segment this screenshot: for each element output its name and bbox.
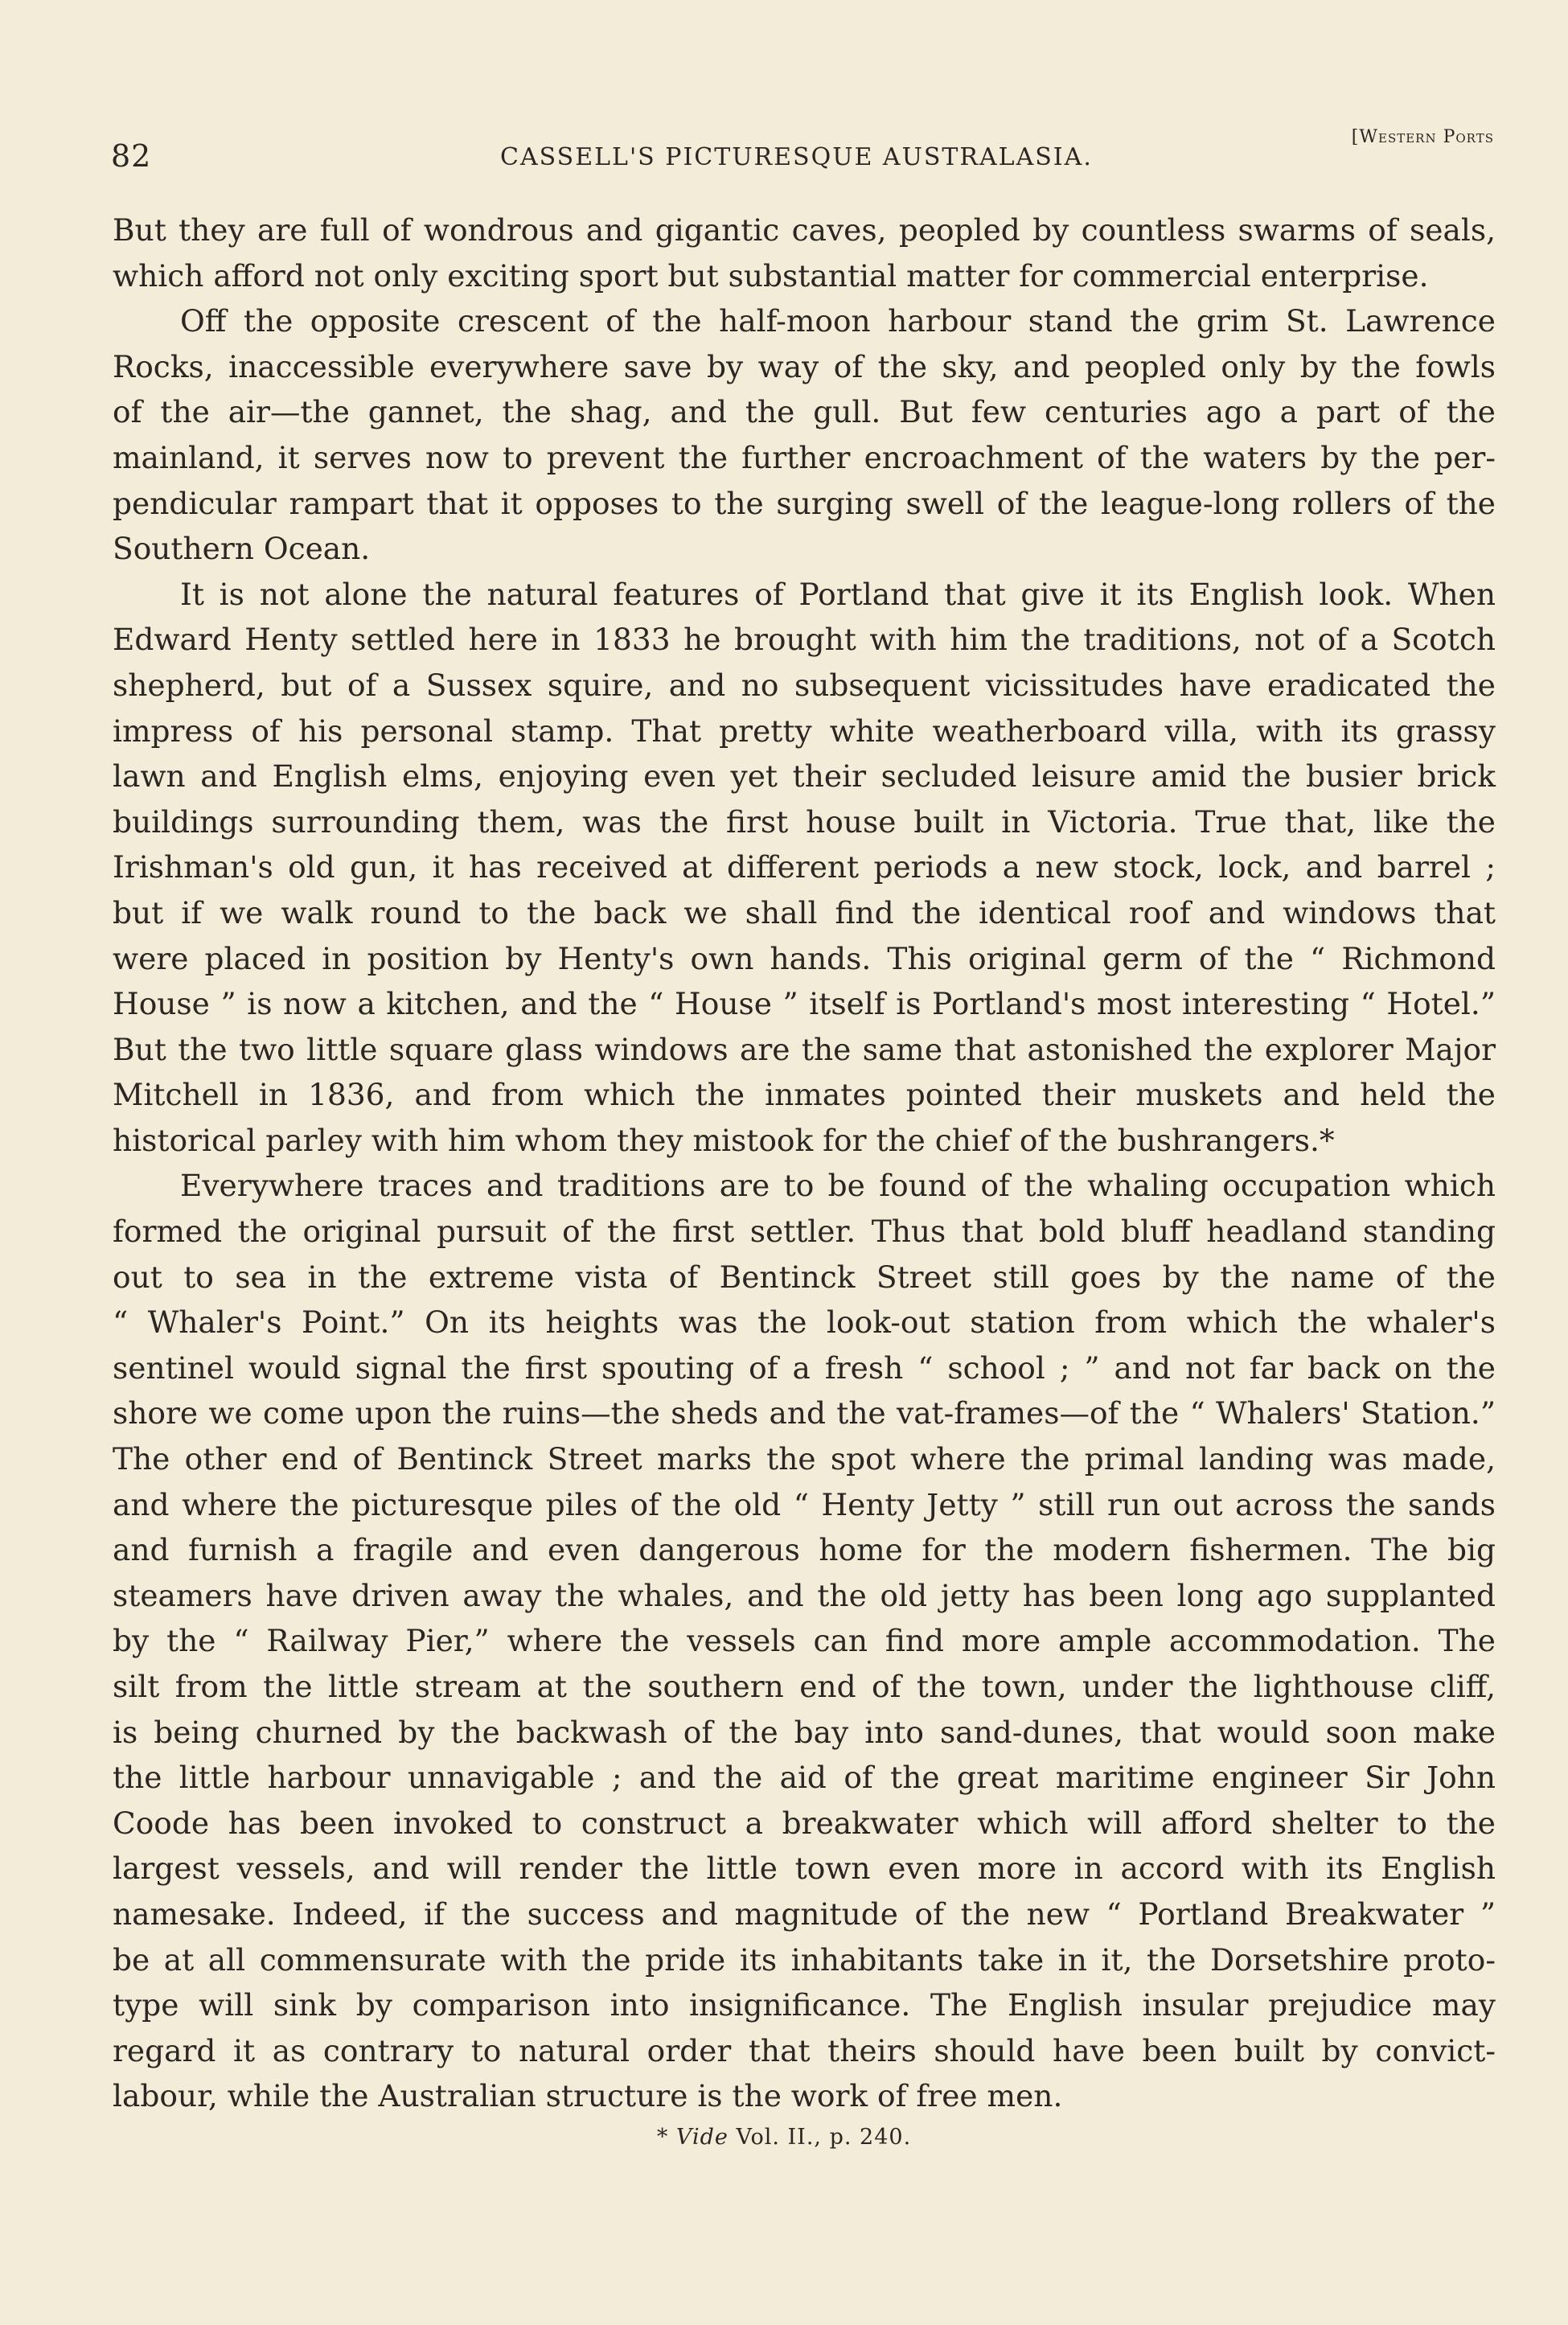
text-line: shepherd, but of a Sussex squire, and no subsequent vicissitudes have eradicated the bbox=[113, 667, 1496, 703]
text-line: sentinel would signal the first spouting of a fresh “ school ; ” and not far back on the bbox=[113, 1349, 1496, 1386]
text-line: The other end of Bentinck Street marks the spot where the primal landing was made, bbox=[113, 1441, 1496, 1477]
text-line: formed the original pursuit of the first settler. Thus that bold bluff headland standing bbox=[113, 1214, 1496, 1250]
footnote bbox=[0, 2125, 1568, 2150]
text-line: Rocks, inaccessible everywhere save by way of the sky, and peopled only by the fowls bbox=[113, 348, 1496, 384]
paragraph bbox=[113, 572, 1496, 1164]
text-line: largest vessels, and will render the little town even more in accord with its English bbox=[113, 1851, 1496, 1887]
text-line: Southern Ocean. bbox=[113, 531, 371, 567]
text-line: buildings surrounding them, was the first house built in Victoria. True that, like the bbox=[113, 803, 1496, 840]
text-line: labour, while the Australian structure is the work of free men. bbox=[113, 2078, 1063, 2114]
text-line: out to sea in the extreme vista of Bentinck Street still goes by the name of the bbox=[113, 1259, 1496, 1295]
text-line: and furnish a fragile and even dangerous home for the modern fishermen. The big bbox=[113, 1532, 1496, 1568]
running-head bbox=[111, 127, 1494, 175]
running-title: CASSELL'S PICTURESQUE AUSTRALASIA. bbox=[500, 143, 1093, 171]
text-line: But the two little square glass windows are the same that astonished the explorer Major bbox=[113, 1031, 1496, 1067]
text-line: impress of his personal stamp. That pretty white weatherboard villa, with its grassy bbox=[113, 713, 1496, 749]
text-line: It is not alone the natural features of Portland that give it its English look. When bbox=[180, 576, 1496, 612]
text-line: but if we walk round to the back we shall find the identical roof and windows that bbox=[113, 894, 1496, 930]
text-line: silt from the little stream at the southern end of the town, under the lighthouse cliff, bbox=[113, 1669, 1496, 1704]
text-line: “ Whaler's Point.” On its heights was the look-out station from which the whaler's bbox=[113, 1304, 1496, 1341]
text-line: be at all commensurate with the pride its inhabitants take in it, the Dorsetshire proto- bbox=[113, 1941, 1496, 1978]
text-line: Off the opposite crescent of the half-moon harbour stand the grim St. Lawrence bbox=[180, 303, 1496, 339]
paragraph bbox=[113, 298, 1496, 572]
text-line: Irishman's old gun, it has received at different periods a new stock, lock, and barrel ; bbox=[113, 849, 1496, 885]
text-line: which afford not only exciting sport but substantial matter for commercial enterprise. bbox=[113, 257, 1429, 294]
text-line: Coode has been invoked to construct a breakwater which will afford shelter to the bbox=[113, 1805, 1496, 1841]
text-line: But they are full of wondrous and gigantic caves, peopled by countless swarms of seals, bbox=[113, 212, 1496, 248]
section-tag: [Western Ports bbox=[1351, 127, 1494, 147]
text-line: steamers have driven away the whales, and the old jetty has been long ago supplanted bbox=[113, 1577, 1496, 1613]
text-line: Everywhere traces and traditions are to be found of the whaling occupation which bbox=[180, 1168, 1496, 1204]
text-line: pendicular rampart that it opposes to the surging swell of the league-long rollers of the bbox=[113, 485, 1496, 521]
footnote-marker: * bbox=[656, 2125, 669, 2150]
text-line: Mitchell in 1836, and from which the inmates pointed their muskets and held the bbox=[113, 1077, 1496, 1113]
paragraph bbox=[113, 1163, 1496, 2118]
text-line: regard it as contrary to natural order that theirs should have been built by convict- bbox=[113, 2032, 1496, 2068]
paragraph bbox=[113, 207, 1496, 298]
text-line: type will sink by comparison into insignificance. The English insular prejudice may bbox=[113, 1987, 1496, 2023]
text-line: is being churned by the backwash of the bay into sand-dunes, that would soon make bbox=[113, 1714, 1496, 1750]
text-line: lawn and English elms, enjoying even yet their secluded leisure amid the busier brick bbox=[113, 758, 1496, 795]
body-text bbox=[113, 207, 1496, 2119]
text-line: shore we come upon the ruins—the sheds and the vat-frames—of the “ Whalers' Station.” bbox=[113, 1395, 1496, 1432]
text-line: and where the picturesque piles of the old “ Henty Jetty ” still run out across the sands bbox=[113, 1486, 1496, 1522]
text-line: namesake. Indeed, if the success and magnitude of the new “ Portland Breakwater ” bbox=[113, 1896, 1496, 1932]
text-line: of the air—the gannet, the shag, and the gull. But few centuries ago a part of the bbox=[113, 394, 1496, 430]
text-line: by the “ Railway Pier,” where the vessels can find more ample accommodation. The bbox=[113, 1623, 1496, 1659]
text-line: were placed in position by Henty's own hands. This original germ of the “ Richmond bbox=[113, 940, 1496, 976]
text-line: Edward Henty settled here in 1833 he brought with him the traditions, not of a Scotch bbox=[113, 622, 1496, 658]
text-line: mainland, it serves now to prevent the further encroachment of the waters by the per- bbox=[113, 439, 1496, 475]
text-line: the little harbour unnavigable ; and the aid of the great maritime engineer Sir John bbox=[113, 1760, 1496, 1796]
text-line: historical parley with him whom they mistook for the chief of the bushrangers.* bbox=[113, 1122, 1335, 1158]
footnote-reference: Vol. II., p. 240. bbox=[736, 2125, 912, 2150]
page-number: 82 bbox=[111, 138, 152, 174]
footnote-vide: Vide bbox=[675, 2125, 729, 2150]
text-line: House ” is now a kitchen, and the “ House ” itself is Portland's most interesting “ Hotel.” bbox=[113, 986, 1496, 1022]
